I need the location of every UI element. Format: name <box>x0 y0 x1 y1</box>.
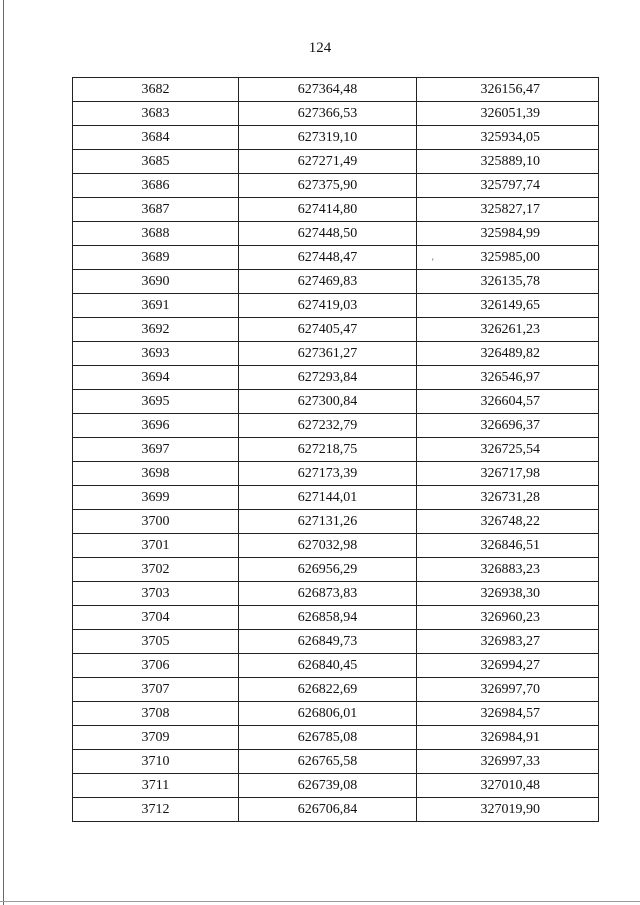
x-coordinate-cell: 627032,98 <box>239 534 417 558</box>
y-coordinate-cell: 325889,10 <box>417 150 599 174</box>
point-number-cell: 3685 <box>73 150 239 174</box>
x-coordinate-cell: 627419,03 <box>239 294 417 318</box>
scan-artifact-mark: ' <box>432 257 434 267</box>
x-coordinate-cell: 626840,45 <box>239 654 417 678</box>
x-coordinate-cell: 626956,29 <box>239 558 417 582</box>
point-number-cell: 3688 <box>73 222 239 246</box>
x-coordinate-cell: 627319,10 <box>239 126 417 150</box>
table-row <box>73 726 599 750</box>
y-coordinate-cell: 326149,65 <box>417 294 599 318</box>
point-number-cell: 3699 <box>73 486 239 510</box>
table-row <box>73 510 599 534</box>
point-number-cell: 3697 <box>73 438 239 462</box>
table-row <box>73 702 599 726</box>
table-row <box>73 222 599 246</box>
point-number-cell: 3686 <box>73 174 239 198</box>
point-number-cell: 3705 <box>73 630 239 654</box>
table-row <box>73 150 599 174</box>
x-coordinate-cell: 627375,90 <box>239 174 417 198</box>
y-coordinate-cell: 326984,91 <box>417 726 599 750</box>
x-coordinate-cell: 626806,01 <box>239 702 417 726</box>
x-coordinate-cell: 627405,47 <box>239 318 417 342</box>
table-row <box>73 294 599 318</box>
y-coordinate-cell: 326960,23 <box>417 606 599 630</box>
y-coordinate-cell: 326156,47 <box>417 78 599 102</box>
point-number-cell: 3704 <box>73 606 239 630</box>
x-coordinate-cell: 627218,75 <box>239 438 417 462</box>
x-coordinate-cell: 627144,01 <box>239 486 417 510</box>
y-coordinate-cell: 326135,78 <box>417 270 599 294</box>
table-row <box>73 798 599 822</box>
x-coordinate-cell: 627469,83 <box>239 270 417 294</box>
point-number-cell: 3712 <box>73 798 239 822</box>
table-row <box>73 246 599 270</box>
table-row <box>73 126 599 150</box>
table-row <box>73 582 599 606</box>
table-row <box>73 390 599 414</box>
point-number-cell: 3698 <box>73 462 239 486</box>
table-row <box>73 78 599 102</box>
y-coordinate-cell: 326983,27 <box>417 630 599 654</box>
table-row <box>73 198 599 222</box>
x-coordinate-cell: 626849,73 <box>239 630 417 654</box>
x-coordinate-cell: 627414,80 <box>239 198 417 222</box>
x-coordinate-cell: 626858,94 <box>239 606 417 630</box>
table-row <box>73 414 599 438</box>
x-coordinate-cell: 627271,49 <box>239 150 417 174</box>
point-number-cell: 3684 <box>73 126 239 150</box>
table-row <box>73 534 599 558</box>
table-row <box>73 486 599 510</box>
y-coordinate-cell: 326604,57 <box>417 390 599 414</box>
page-bottom-edge <box>0 901 640 902</box>
y-coordinate-cell: 326997,33 <box>417 750 599 774</box>
point-number-cell: 3695 <box>73 390 239 414</box>
point-number-cell: 3710 <box>73 750 239 774</box>
table-row <box>73 102 599 126</box>
y-coordinate-cell: 325797,74 <box>417 174 599 198</box>
x-coordinate-cell: 626765,58 <box>239 750 417 774</box>
page-number: 124 <box>308 40 332 56</box>
point-number-cell: 3683 <box>73 102 239 126</box>
point-number-cell: 3702 <box>73 558 239 582</box>
point-number-cell: 3700 <box>73 510 239 534</box>
x-coordinate-cell: 626873,83 <box>239 582 417 606</box>
table-row <box>73 654 599 678</box>
point-number-cell: 3708 <box>73 702 239 726</box>
y-coordinate-cell: 326994,27 <box>417 654 599 678</box>
y-coordinate-cell: 326883,23 <box>417 558 599 582</box>
x-coordinate-cell: 626739,08 <box>239 774 417 798</box>
table-row <box>73 318 599 342</box>
x-coordinate-cell: 626706,84 <box>239 798 417 822</box>
y-coordinate-cell: 325934,05 <box>417 126 599 150</box>
coordinates-table <box>72 77 599 822</box>
point-number-cell: 3692 <box>73 318 239 342</box>
y-coordinate-cell: 326696,37 <box>417 414 599 438</box>
page-left-edge <box>3 0 4 905</box>
y-coordinate-cell: 326984,57 <box>417 702 599 726</box>
coordinates-table-body <box>73 78 599 822</box>
table-row <box>73 558 599 582</box>
point-number-cell: 3706 <box>73 654 239 678</box>
x-coordinate-cell: 627366,53 <box>239 102 417 126</box>
x-coordinate-cell: 627448,47 <box>239 246 417 270</box>
point-number-cell: 3711 <box>73 774 239 798</box>
y-coordinate-cell: 325984,99 <box>417 222 599 246</box>
x-coordinate-cell: 626785,08 <box>239 726 417 750</box>
point-number-cell: 3696 <box>73 414 239 438</box>
y-coordinate-cell: 325827,17 <box>417 198 599 222</box>
point-number-cell: 3694 <box>73 366 239 390</box>
table-row <box>73 606 599 630</box>
table-row <box>73 174 599 198</box>
y-coordinate-cell: 327019,90 <box>417 798 599 822</box>
table-row <box>73 366 599 390</box>
point-number-cell: 3691 <box>73 294 239 318</box>
point-number-cell: 3703 <box>73 582 239 606</box>
point-number-cell: 3709 <box>73 726 239 750</box>
y-coordinate-cell: 326261,23 <box>417 318 599 342</box>
point-number-cell: 3693 <box>73 342 239 366</box>
table-row <box>73 774 599 798</box>
table-row <box>73 438 599 462</box>
x-coordinate-cell: 627293,84 <box>239 366 417 390</box>
y-coordinate-cell: 326731,28 <box>417 486 599 510</box>
y-coordinate-cell: 326997,70 <box>417 678 599 702</box>
table-row <box>73 462 599 486</box>
y-coordinate-cell: 326748,22 <box>417 510 599 534</box>
y-coordinate-cell: 326938,30 <box>417 582 599 606</box>
x-coordinate-cell: 627232,79 <box>239 414 417 438</box>
x-coordinate-cell: 627361,27 <box>239 342 417 366</box>
table-row <box>73 750 599 774</box>
x-coordinate-cell: 627173,39 <box>239 462 417 486</box>
table-row <box>73 630 599 654</box>
y-coordinate-cell: 326489,82 <box>417 342 599 366</box>
x-coordinate-cell: 627300,84 <box>239 390 417 414</box>
x-coordinate-cell: 627448,50 <box>239 222 417 246</box>
y-coordinate-cell: 326546,97 <box>417 366 599 390</box>
y-coordinate-cell: 326051,39 <box>417 102 599 126</box>
x-coordinate-cell: 627131,26 <box>239 510 417 534</box>
point-number-cell: 3687 <box>73 198 239 222</box>
x-coordinate-cell: 627364,48 <box>239 78 417 102</box>
table-row <box>73 270 599 294</box>
point-number-cell: 3701 <box>73 534 239 558</box>
y-coordinate-cell: 326846,51 <box>417 534 599 558</box>
y-coordinate-cell: 326725,54 <box>417 438 599 462</box>
point-number-cell: 3707 <box>73 678 239 702</box>
x-coordinate-cell: 626822,69 <box>239 678 417 702</box>
y-coordinate-cell: 325985,00 <box>417 246 599 270</box>
point-number-cell: 3690 <box>73 270 239 294</box>
point-number-cell: 3689 <box>73 246 239 270</box>
y-coordinate-cell: 327010,48 <box>417 774 599 798</box>
table-row <box>73 678 599 702</box>
table-row <box>73 342 599 366</box>
point-number-cell: 3682 <box>73 78 239 102</box>
y-coordinate-cell: 326717,98 <box>417 462 599 486</box>
